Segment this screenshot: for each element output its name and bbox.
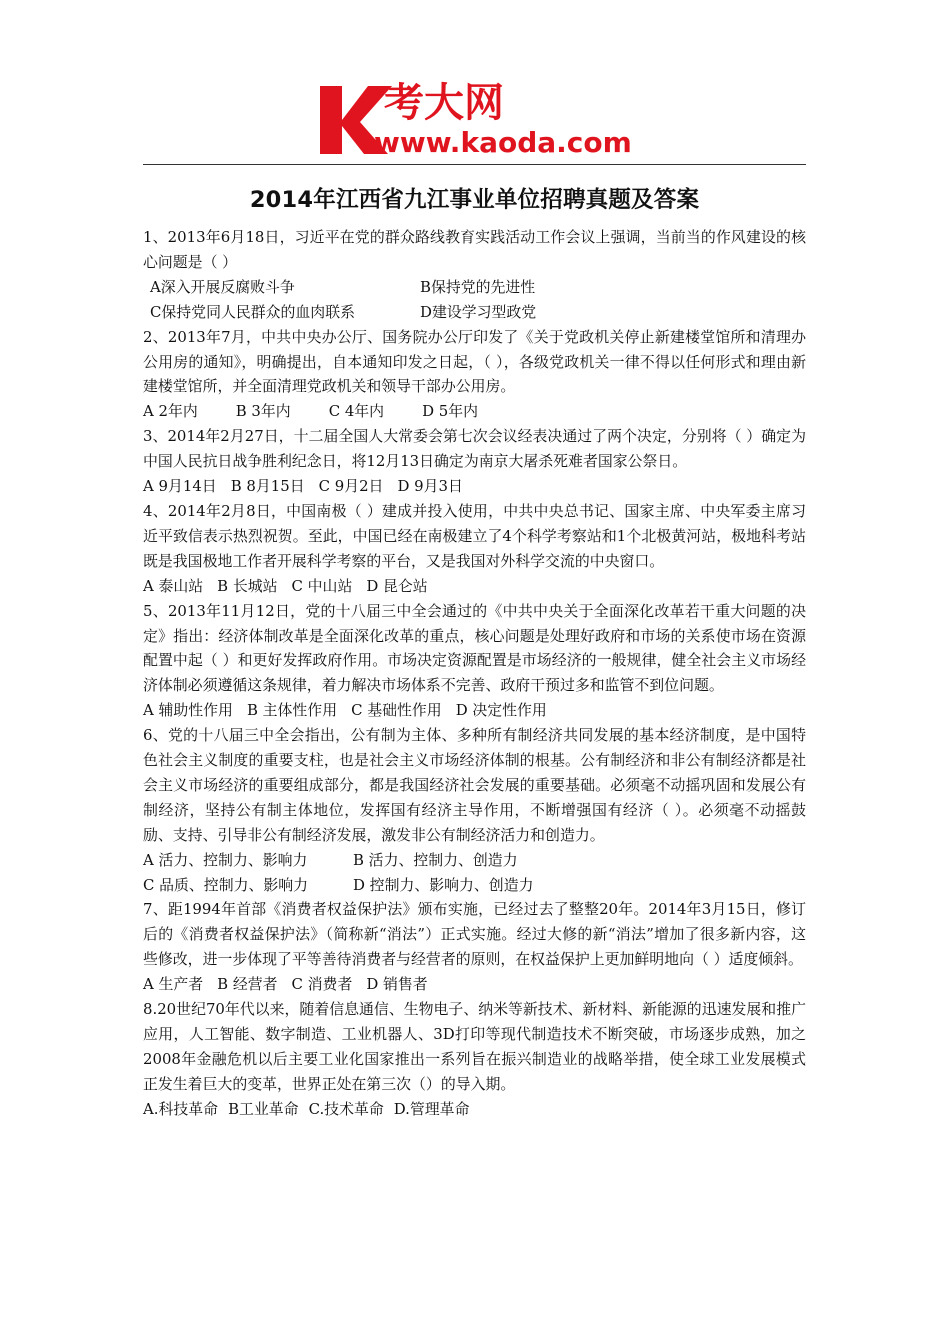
question-5-option-d: D 决定性作用 <box>455 701 547 720</box>
question-6-option-c: C 品质、控制力、影响力 <box>143 875 309 894</box>
question-6-option-b: B 活力、控制力、创造力 <box>353 850 518 869</box>
question-4-option-a: A 泰山站 <box>143 576 204 595</box>
question-4-option-d: D 昆仑站 <box>366 576 428 595</box>
question-7-options <box>143 972 806 997</box>
question-3-option-d: D 9月3日 <box>397 477 463 496</box>
question-1-options-2 <box>143 300 806 325</box>
question-5-options <box>143 698 806 723</box>
question-8-option-b: B工业革命 <box>228 1099 299 1118</box>
question-1-options <box>143 275 806 300</box>
question-8-options <box>143 1097 806 1122</box>
question-7-option-b: B 经营者 <box>217 975 278 994</box>
question-2-text: 2、2013年7月，中共中央办公厅、国务院办公厅印发了《关于党政机关停止新建楼堂馆所和清理办公用房的通知》，明确提出，自本通知印发之日起，（ ），各级党政机关一律不得以任何形式和理由新建楼堂馆所，并全面清理党政机关和领导干部办公用房。 <box>143 327 806 396</box>
question-6-options-2 <box>143 873 806 898</box>
question-6-text: 6、党的十八届三中全会指出，公有制为主体、多种所有制经济共同发展的基本经济制度，是中国特色社会主义制度的重要支柱，也是社会主义市场经济体制的根基。公有制经济和非公有制经济都是社会主义市场经济的重要组成部分，都是我国经济社会发展的重要基础。必须毫不动摇巩固和发展公有制经济，坚持公有制主体地位，发挥国有经济主导作用，不断增强国有经济（ ）。必须毫不动摇鼓励、支持、引导非公有制经济发展，激发非公有制经济活力和创造力。 <box>143 726 806 844</box>
question-3-options <box>143 474 806 499</box>
question-1-option-c: C保持党同人民群众的血肉联系 <box>150 302 355 321</box>
question-3-option-a: A 9月14日 <box>143 477 217 496</box>
question-2-option-c: C 4年内 <box>328 402 385 421</box>
question-1-option-d: D建设学习型政党 <box>420 302 537 321</box>
question-1-option-b: B保持党的先进性 <box>420 277 536 296</box>
question-4-option-b: B 长城站 <box>217 576 278 595</box>
question-7-option-c: C 消费者 <box>291 975 353 994</box>
question-4-options <box>143 574 806 599</box>
question-8-option-a: A.科技革命 <box>143 1099 219 1118</box>
question-6-option-d: D 控制力、影响力、创造力 <box>353 875 534 894</box>
question-4-text: 4、2014年2月8日，中国南极（ ）建成并投入使用，中共中央总书记、国家主席、中央军委主席习近平致信表示热烈祝贺。至此，中国已经在南极建立了4个科学考察站和1个北极黄河站，极地科考站既是我国极地工作者开展科学考察的平台，又是我国对外科学交流的中央窗口。 <box>143 501 806 570</box>
question-5-option-b: B 主体性作用 <box>246 701 338 720</box>
question-8-option-d: D.管理革命 <box>393 1099 470 1118</box>
question-list <box>143 225 806 1122</box>
question-5-option-c: C 基础性作用 <box>351 701 442 720</box>
question-1-option-a: A深入开展反腐败斗争 <box>150 277 295 296</box>
question-8-text: 8.20世纪70年代以来，随着信息通信、生物电子、纳米等新技术、新材料、新能源的迅速发展和推广应用，人工智能、数字制造、工业机器人、3D打印等现代制造技术不断突破，市场逐步成熟，加之2008年金融危机以后主要工业化国家推出一系列旨在振兴制造业的战略举措，使全球工业发展模式正发生着巨大的变革，世界正处在第三次（）的导入期。 <box>143 1000 806 1093</box>
kaoda-logo <box>316 80 646 158</box>
question-2-option-d: D 5年内 <box>422 402 479 421</box>
question-7-option-d: D 销售者 <box>366 975 428 994</box>
kaoda-logo-graphic <box>316 80 646 158</box>
page-title: 2014年江西省九江事业单位招聘真题及答案 <box>249 187 700 213</box>
question-2-options <box>143 399 806 424</box>
question-5-text: 5、2013年11月12日，党的十八届三中全会通过的《中共中央关于全面深化改革若干重大问题的决定》指出：经济体制改革是全面深化改革的重点，核心问题是处理好政府和市场的关系使市场在资源配置中起（ ）和更好发挥政府作用。市场决定资源配置是市场经济的一般规律，健全社会主义市场经济体制必须遵循这条规律，着力解决市场体系不完善、政府干预过多和监管不到位问题。 <box>143 601 806 695</box>
question-3-option-b: B 8月15日 <box>230 477 305 496</box>
question-6-options <box>143 848 806 873</box>
question-1-text: 1、2013年6月18日，习近平在党的群众路线教育实践活动工作会议上强调，当前当的作风建设的核心问题是（ ） <box>143 228 806 271</box>
question-2-option-b: B 3年内 <box>235 402 291 421</box>
question-4-option-c: C 中山站 <box>291 576 353 595</box>
question-2-option-a: A 2年内 <box>143 402 198 421</box>
logo-cn-text: 考大网 <box>384 80 504 126</box>
header-divider <box>143 164 806 165</box>
question-7-text: 7、距1994年首部《消费者权益保护法》颁布实施，已经过去了整整20年。2014年3月15日，修订后的《消费者权益保护法》（简称新“消法”）正式实施。经过大修的新“消法”增加了很多新内容，这些修改，进一步体现了平等善待消费者与经营者的原则，在权益保护上更加鲜明地向（ ）适度倾斜。 <box>143 900 806 969</box>
logo-url-text: www.kaoda.com <box>374 126 632 158</box>
question-3-text: 3、2014年2月27日，十二届全国人大常委会第七次会议经表决通过了两个决定，分别将（ ）确定为中国人民抗日战争胜利纪念日，将12月13日确定为南京大屠杀死难者国家公祭日。 <box>143 427 806 471</box>
question-8-option-c: C.技术革命 <box>308 1099 384 1118</box>
question-5-option-a: A 辅助性作用 <box>143 701 233 720</box>
question-7-option-a: A 生产者 <box>143 975 204 994</box>
question-3-option-c: C 9月2日 <box>318 477 384 496</box>
question-6-option-a: A 活力、控制力、影响力 <box>143 850 308 869</box>
